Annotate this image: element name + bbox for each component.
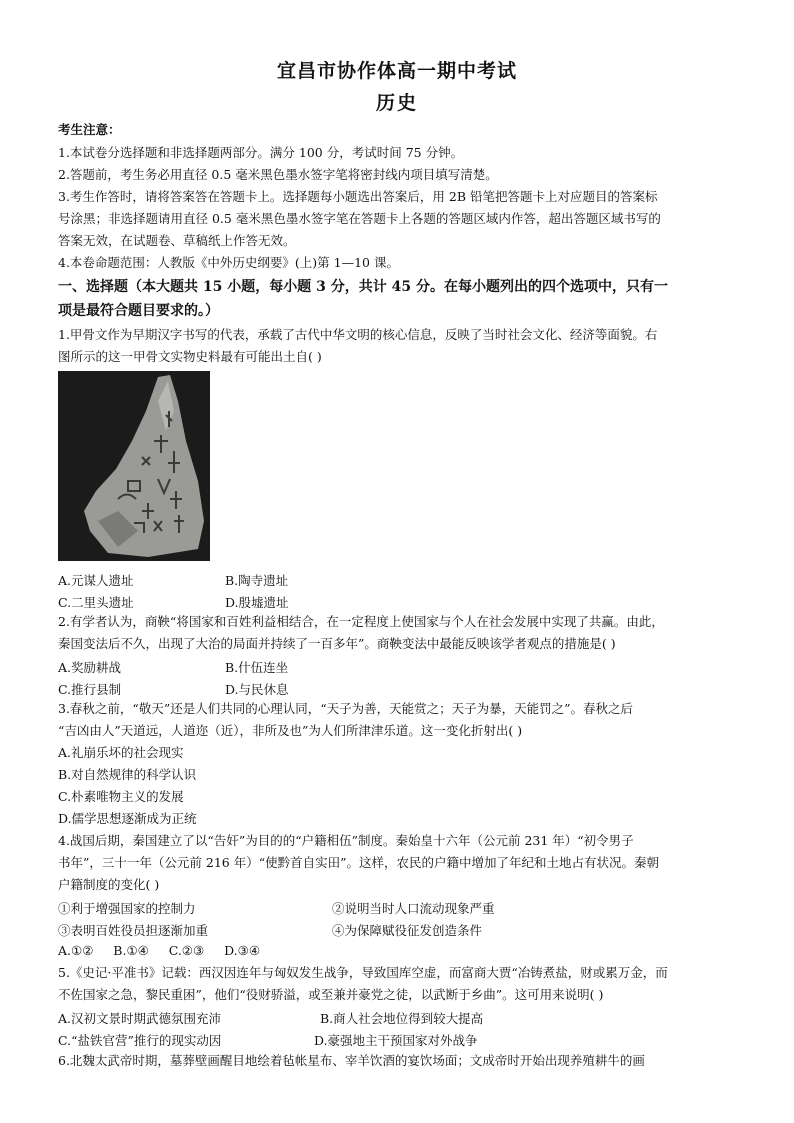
section-heading: 一、选择题（本大题共 15 小题，每小题 3 分，共计 45 分。在每小题列出的四个选项中，只有一 (58, 279, 668, 295)
question-2-stem: 2.有学者认为，商鞅“将国家和百姓利益相结合，在一定程度上使国家与个人在社会发展中实现了共赢。由此， (58, 614, 664, 629)
q2-option-b: B.什伍连坐 (225, 660, 289, 675)
notice-item: 2.答题前，考生务必用直径 0.5 毫米黑色墨水签字笔将密封线内项目填写清楚。 (58, 167, 498, 182)
q5-option-d: D.豪强地主干预国家对外战争 (314, 1033, 478, 1048)
q2-option-c: C.推行县制 (58, 682, 122, 697)
notice-item: 答案无效，在试题卷、草稿纸上作答无效。 (58, 233, 296, 248)
q5-option-b: B.商人社会地位得到较大提高 (320, 1011, 484, 1026)
notice-item: 1.本试卷分选择题和非选择题两部分。满分 100 分，考试时间 75 分钟。 (58, 145, 464, 160)
oracle-bone-fragment-icon (58, 371, 210, 561)
question-5-stem: 不佐国家之急，黎民重困”，他们“役财骄溢，或至兼并豪党之徒，以武断于乡曲”。这可用来说明( ) (58, 987, 604, 1002)
oracle-bone-image (58, 371, 210, 561)
exam-subject: 历史 (375, 92, 418, 114)
q2-option-d: D.与民休息 (225, 682, 289, 697)
q4-statement-2: ②说明当时人口流动现象严重 (332, 901, 495, 916)
q1-option-d: D.殷墟遗址 (225, 595, 289, 610)
q4-statement-4: ④为保障赋役征发创造条件 (332, 923, 483, 938)
q4-statement-3: ③表明百姓役员担逐渐加重 (58, 923, 209, 938)
q2-option-a: A.奖励耕战 (58, 660, 122, 675)
question-5-stem: 5.《史记·平准书》记载：西汉因连年与匈奴发生战争，导致国库空虚，而富商大贾“冶铸煮盐，财或累万金，而 (58, 965, 668, 980)
q3-option-b: B.对自然规律的科学认识 (58, 767, 197, 782)
notice-item: 4.本卷命题范围：人教版《中外历史纲要》(上)第 1—10 课。 (58, 255, 399, 270)
exam-title: 宜昌市协作体高一期中考试 (276, 60, 517, 82)
q4-statement-1: ①利于增强国家的控制力 (58, 901, 196, 916)
q5-option-a: A.汉初文景时期武德氛围充沛 (58, 1011, 222, 1026)
q1-option-a: A.元谋人遗址 (58, 573, 134, 588)
q3-option-d: D.儒学思想逐渐成为正统 (58, 811, 197, 826)
notice-item: 3.考生作答时，请将答案答在答题卡上。选择题每小题选出答案后，用 2B 铅笔把答题卡上对应题目的答案标 (58, 189, 658, 204)
question-1-stem: 图所示的这一甲骨文实物史料最有可能出土自( ) (58, 349, 322, 364)
q4-choices: A.①② B.①④ C.②③ D.③④ (58, 943, 261, 958)
q3-option-a: A.礼崩乐坏的社会现实 (58, 745, 184, 760)
question-3-stem: “吉凶由人”天道远，人道迩（近），非所及也”为人们所津津乐道。这一变化折射出( ) (58, 723, 523, 738)
question-1-stem: 1.甲骨文作为早期汉字书写的代表，承载了古代中华文明的核心信息，反映了当时社会文化、经济等面貌。右 (58, 327, 658, 342)
question-3-stem: 3.春秋之前，“敬天”还是人们共同的心理认同，“天子为善，天能赏之；天子为暴，天能罚之”。春秋之后 (58, 701, 633, 716)
q3-option-c: C.朴素唯物主义的发展 (58, 789, 184, 804)
question-4-stem: 户籍制度的变化( ) (58, 877, 160, 892)
notice-item: 号涂黑；非选择题请用直径 0.5 毫米黑色墨水签字笔在答题卡上各题的答题区域内作答，超出答题区域书写的 (58, 211, 661, 226)
question-6-stem: 6.北魏太武帝时期，墓葬壁画醒目地绘着毡帐星布、宰羊饮酒的宴饮场面；文成帝时开始出现养殖耕牛的画 (58, 1053, 645, 1068)
notice-heading: 考生注意： (58, 122, 121, 137)
q1-option-b: B.陶寺遗址 (225, 573, 289, 588)
question-4-stem: 4.战国后期，秦国建立了以“告奸”为目的的“户籍相伍”制度。秦始皇十六年（公元前 231 年）“初令男子 (58, 833, 634, 848)
question-4-stem: 书年”，三十一年（公元前 216 年）“使黔首自实田”。这样，农民的户籍中增加了年纪和土地占有状况。秦朝 (58, 855, 659, 870)
q5-option-c: C.“盐铁官营”推行的现实动因 (58, 1033, 222, 1048)
section-heading-cont: 项是最符合题目要求的。） (58, 303, 219, 319)
question-2-stem: 秦国变法后不久，出现了大治的局面并持续了一百多年”。商鞅变法中最能反映该学者观点的措施是( ) (58, 636, 616, 651)
q1-option-c: C.二里头遗址 (58, 595, 134, 610)
